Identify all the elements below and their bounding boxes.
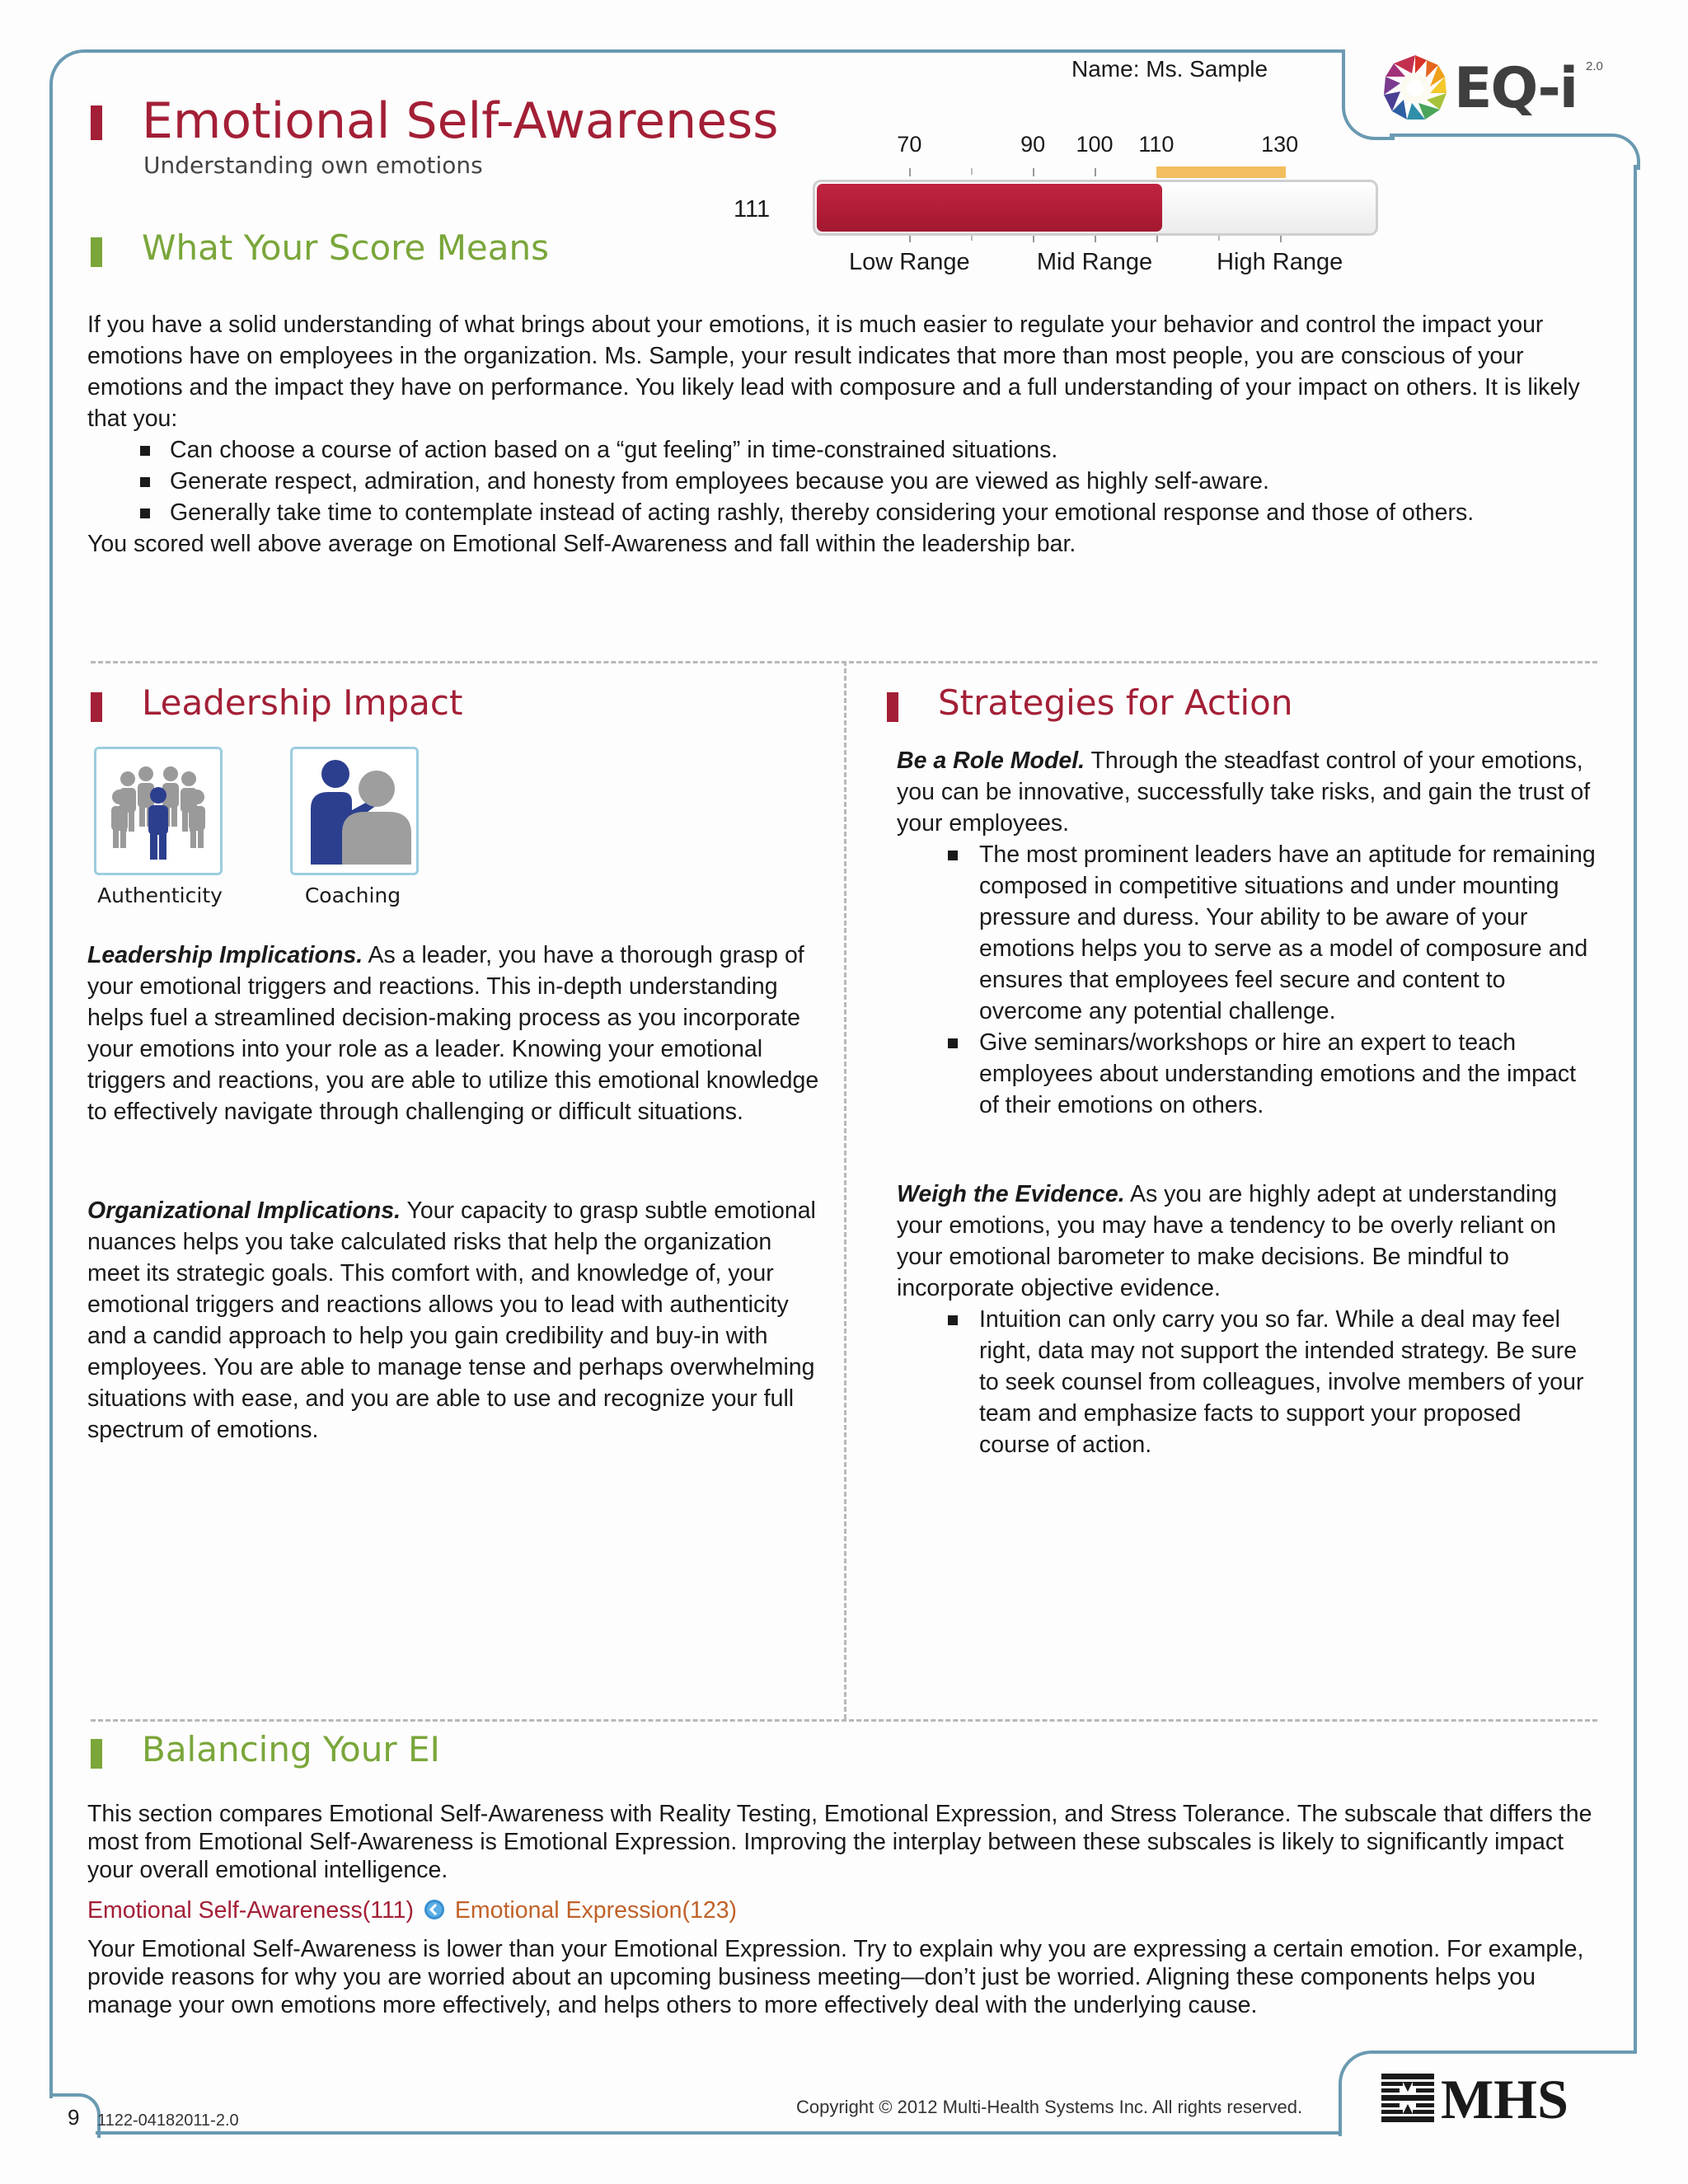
- page-title: Emotional Self-Awareness: [142, 92, 779, 150]
- score-fill: [817, 184, 1162, 232]
- strategy-bullet: Give seminars/workshops or hire an expert to teach employees about understanding emotions and the impact of their emotions on others.: [897, 1027, 1597, 1121]
- coaching-icon-box: [290, 747, 419, 875]
- eqi-logo: [1378, 51, 1609, 125]
- tick-mark: [1095, 168, 1096, 176]
- coaching-label: Coaching: [304, 883, 401, 907]
- eqi-logo-mark-icon: [1378, 51, 1452, 125]
- document-code: 1122-04182011-2.0: [97, 2111, 239, 2130]
- leadership-implications: [87, 940, 829, 1127]
- divider-bottom: [91, 1719, 1597, 1722]
- group-people-icon: [96, 749, 220, 873]
- score-means-bullet: Can choose a course of action based on a “gut feeling” in time-constrained situations.: [87, 434, 1604, 466]
- mhs-logo: [1381, 2070, 1612, 2128]
- organizational-implications: [87, 1195, 829, 1446]
- leadership-impact-heading: Leadership Impact: [142, 682, 463, 723]
- range-label: Mid Range: [1036, 249, 1153, 275]
- tick-mark: [909, 168, 911, 176]
- range-label: High Range: [1217, 249, 1343, 275]
- score-means-heading: What Your Score Means: [142, 227, 550, 268]
- score-means-intro: If you have a solid understanding of what brings about your emotions, it is much easier to regulate your behavior and control the impact your emotions have on employees in the organization. Ms. Sample, your result indicates that more than most people, you are conscious of your emotions and the impact they have on performance. You likely lead with composure and a full understanding of your impact on others. It is likely that you:: [87, 312, 1580, 432]
- strategy-role-model-title: Be a Role Model.: [897, 748, 1085, 774]
- page-number: 9: [68, 2105, 80, 2130]
- leadership-bar: [1156, 166, 1286, 178]
- tick-mark: [1033, 168, 1034, 176]
- organizational-implications-title: Organizational Implications.: [87, 1197, 401, 1224]
- leadership-impact-accent: [91, 692, 102, 722]
- strategy-weigh-evidence-bullets: [897, 1304, 1597, 1460]
- strategy-bullet: Intuition can only carry you so far. While a deal may feel right, data may not support the intended strategy. Be sure to seek counsel from colleagues, involve members of your team and emphasize facts to support your proposed course of action.: [897, 1304, 1597, 1460]
- tick-label: 110: [1138, 132, 1175, 157]
- score-means-body: [87, 309, 1604, 560]
- strategy-weigh-evidence: [897, 1179, 1597, 1460]
- leadership-implications-title: Leadership Implications.: [87, 942, 363, 968]
- strategy-role-model-text: Through the steadfast control of your emotions, you can be innovative, successfully take risks, and gain the trust of your employees.: [897, 748, 1591, 837]
- strategy-role-model-bullets: [897, 839, 1597, 1121]
- compare-left-subscale: Emotional Self-Awareness(111): [87, 1897, 415, 1924]
- balancing-intro: This section compares Emotional Self-Awareness with Reality Testing, Emotional Expression, and Stress Tolerance. The subscale that differs the most from Emotional Self-Awareness is Emotional Expression. Improving the interplay between these subscales is likely to significantly impact your overall emotional intelligence.: [87, 1801, 1592, 1883]
- eqi-logo-text: EQ-i: [1454, 56, 1578, 121]
- organizational-implications-text: Your capacity to grasp subtle emotional nuances helps you take calculated risks that help the organization meet its strategic goals. This comfort with, and knowledge of, your emotional triggers and reactions allows you to lead with authenticity and a candid approach to help you gain credibility and buy-in with employees. You are able to manage tense and perhaps overwhelming situations with ease, and you are able to use and recognize your full spectrum of emotions.: [87, 1197, 816, 1443]
- eqi-logo-version: 2.0: [1586, 59, 1603, 73]
- copyright: Copyright © 2012 Multi-Health Systems Inc. All rights reserved.: [796, 2097, 1303, 2117]
- title-accent: [91, 105, 102, 140]
- balancing-heading: Balancing Your EI: [142, 1729, 440, 1769]
- tick-label: 100: [1076, 132, 1114, 157]
- score-value-label: 111: [734, 196, 771, 223]
- score-means-accent: [91, 237, 102, 267]
- authenticity-label: Authenticity: [97, 883, 223, 907]
- strategy-weigh-evidence-text: As you are highly adept at understanding your emotions, you may have a tendency to be overly reliant on your emotional barometer to make decisions. Be mindful to incorporate objective evidence.: [897, 1181, 1558, 1301]
- strategies-accent: [887, 692, 898, 722]
- strategy-bullet: The most prominent leaders have an aptitude for remaining composed in competitive situations and under mounting pressure and duress. Your ability to be aware of your emotions helps you to serve as a model of composure and ensures that employees feel secure and content to overcome any potential challenge.: [897, 839, 1597, 1027]
- score-means-bullet: Generally take time to contemplate instead of acting rashly, thereby considering your emotional response and those of others.: [87, 497, 1604, 528]
- page-subtitle: Understanding own emotions: [143, 152, 483, 179]
- mhs-logo-text: MHS: [1441, 2068, 1568, 2130]
- coaching-people-icon: [293, 749, 416, 873]
- balancing-detail: Your Emotional Self-Awareness is lower than your Emotional Expression. Try to explain why you are expressing a certain emotion. For example, provide reasons for why you are worried about an upcoming business meeting—don’t just be worried. Aligning these components helps you manage your own emotions more effectively, and helps others to more effectively deal with the underlying cause.: [87, 1936, 1584, 2018]
- name-label: Name: Ms. Sample: [1071, 56, 1268, 82]
- compare-right-subscale: Emotional Expression(123): [454, 1897, 738, 1924]
- balancing-compare: [87, 1897, 737, 1924]
- score-bar-chart: [734, 124, 1409, 288]
- tick-label: 130: [1261, 132, 1299, 157]
- mhs-logo-mark-icon: [1381, 2074, 1434, 2123]
- authenticity-icon-box: [94, 747, 223, 875]
- compare-arrow-icon: [424, 1899, 445, 1920]
- balancing-accent: [91, 1739, 102, 1769]
- score-means-bullets: [87, 434, 1604, 528]
- leadership-implications-text: As a leader, you have a thorough grasp of your emotional triggers and reactions. This in-depth understanding helps fuel a streamlined decision-making process as you incorporate your emotions into your role as a leader. Knowing your emotional triggers and reactions, you are able to utilize this emotional knowledge to effectively navigate through challenging or difficult situations.: [87, 942, 819, 1125]
- strategies-heading: Strategies for Action: [938, 682, 1293, 723]
- tick-mark: [971, 168, 973, 175]
- divider-middle: [844, 661, 846, 1719]
- strategy-weigh-evidence-title: Weigh the Evidence.: [897, 1181, 1125, 1207]
- range-label: Low Range: [848, 249, 970, 275]
- score-means-closing: You scored well above average on Emotional Self-Awareness and fall within the leadership bar.: [87, 531, 1076, 557]
- strategy-role-model: [897, 745, 1597, 1121]
- score-means-bullet: Generate respect, admiration, and honesty from employees because you are viewed as highly self-aware.: [87, 466, 1604, 497]
- tick-label: 70: [897, 132, 922, 157]
- tick-label: 90: [1020, 132, 1046, 157]
